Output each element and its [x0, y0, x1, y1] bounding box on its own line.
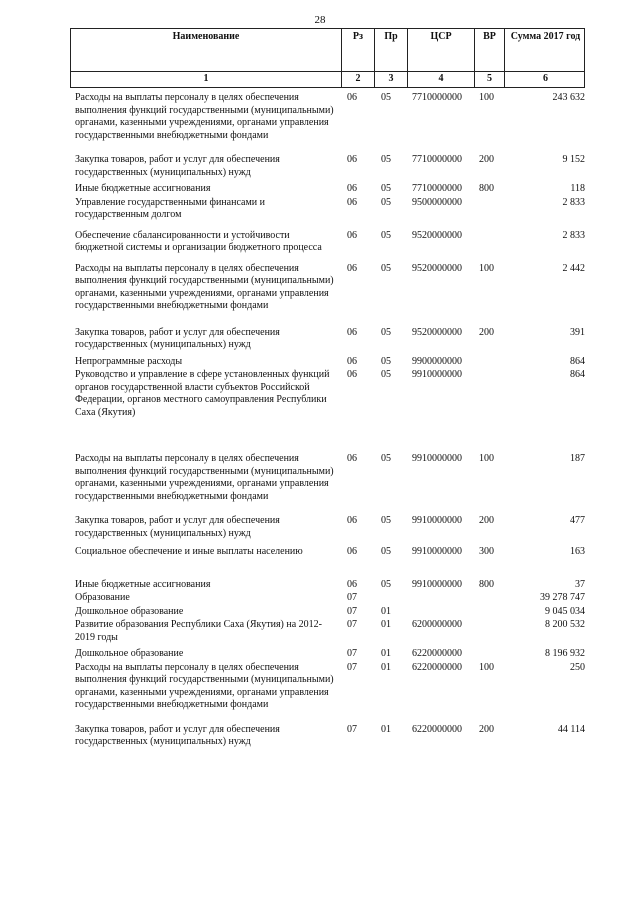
row-sum: 39 278 747 — [540, 592, 585, 603]
row-name: Руководство и управление в сфере установленных функций органов государственной власти субъектов Российской Федерации, органов местного самоуправления Республики Саха (Якутия) — [75, 369, 330, 418]
row-pr: 05 — [381, 369, 391, 380]
column-number: 2 — [341, 72, 374, 87]
table-row — [75, 579, 585, 592]
row-csr: 6200000000 — [412, 619, 462, 630]
row-sum: 243 632 — [552, 92, 585, 103]
row-csr: 9520000000 — [412, 262, 462, 274]
row-name: Дошкольное образование — [75, 648, 184, 659]
row-pr: 01 — [381, 661, 391, 673]
row-sum: 9 045 034 — [545, 605, 585, 617]
row-name: Закупка товаров, работ и услуг для обеспечения государственных (муниципальных) нужд — [75, 723, 280, 747]
row-vr: 100 — [479, 453, 494, 464]
row-sum: 44 114 — [557, 723, 585, 735]
row-name: Расходы на выплаты персоналу в целях обеспечения выполнения функций государственными (муниципальными) органами, казенными учреждениями, органами управления государственными внебюджетными фондами — [75, 262, 334, 311]
row-rz: 06 — [347, 369, 357, 380]
row-name: Образование — [75, 592, 130, 603]
row-pr: 05 — [381, 229, 391, 241]
row-pr: 01 — [381, 619, 391, 630]
table-row — [75, 592, 585, 605]
table-row — [75, 453, 585, 503]
row-pr: 05 — [381, 546, 391, 557]
column-number: 6 — [504, 72, 586, 87]
row-sum: 2 833 — [562, 196, 585, 208]
row-pr: 05 — [381, 578, 391, 590]
row-rz: 07 — [347, 723, 357, 735]
row-csr: 7710000000 — [412, 183, 462, 194]
row-vr: 800 — [479, 183, 494, 194]
table-row — [75, 154, 585, 179]
row-rz: 06 — [347, 154, 357, 165]
row-sum: 9 152 — [562, 154, 585, 165]
row-pr: 05 — [381, 515, 391, 526]
row-sum: 250 — [570, 661, 585, 673]
row-sum: 477 — [570, 515, 585, 526]
row-pr: 05 — [381, 355, 391, 367]
row-pr: 05 — [381, 262, 391, 274]
row-csr: 7710000000 — [412, 92, 462, 103]
row-sum: 864 — [570, 369, 585, 380]
row-rz: 07 — [347, 661, 357, 673]
row-rz: 06 — [347, 229, 357, 241]
row-name: Закупка товаров, работ и услуг для обеспечения государственных (муниципальных) нужд — [75, 515, 280, 539]
row-pr: 05 — [381, 326, 391, 338]
row-csr: 6220000000 — [412, 648, 462, 659]
row-rz: 06 — [347, 262, 357, 274]
column-header-name: Наименование — [172, 31, 240, 42]
row-name: Социальное обеспечение и иные выплаты населению — [75, 546, 303, 557]
column-header-sum: Сумма 2017 год — [504, 29, 586, 71]
table-row — [75, 263, 585, 313]
row-pr: 05 — [381, 154, 391, 165]
row-vr: 200 — [479, 723, 494, 735]
row-csr: 9520000000 — [412, 229, 462, 241]
table-row — [75, 546, 585, 559]
row-vr: 200 — [479, 515, 494, 526]
row-rz: 06 — [347, 546, 357, 557]
row-name: Расходы на выплаты персоналу в целях обеспечения выполнения функций государственными (муниципальными) органами, казенными учреждениями, органами управления государственными внебюджетными фондами — [75, 661, 334, 710]
row-name: Закупка товаров, работ и услуг для обеспечения государственных (муниципальных) нужд — [75, 326, 280, 350]
row-rz: 07 — [347, 592, 357, 603]
column-number-row — [70, 72, 585, 88]
row-sum: 391 — [570, 326, 585, 338]
row-csr: 6220000000 — [412, 723, 462, 735]
table-row — [75, 92, 585, 142]
row-sum: 37 — [575, 578, 585, 590]
column-header-rz: Рз — [341, 29, 374, 71]
row-name: Иные бюджетные ассигнования — [75, 183, 211, 194]
table-row — [75, 369, 585, 419]
row-rz: 06 — [347, 515, 357, 526]
table-row — [75, 619, 585, 644]
row-pr: 01 — [381, 648, 391, 659]
row-vr: 800 — [479, 578, 494, 590]
row-csr: 9520000000 — [412, 326, 462, 338]
row-rz: 06 — [347, 453, 357, 464]
row-name: Иные бюджетные ассигнования — [75, 578, 211, 590]
row-csr: 9910000000 — [412, 369, 462, 380]
column-number: 1 — [203, 73, 209, 84]
column-header-pr: Пр — [374, 29, 407, 71]
row-sum: 864 — [570, 355, 585, 367]
row-name: Управление государственными финансами и государственным долгом — [75, 196, 265, 220]
row-vr: 300 — [479, 546, 494, 557]
row-sum: 163 — [570, 546, 585, 557]
row-csr: 7710000000 — [412, 154, 462, 165]
row-vr: 100 — [479, 92, 494, 103]
row-rz: 06 — [347, 196, 357, 208]
row-pr: 05 — [381, 196, 391, 208]
row-sum: 187 — [570, 453, 585, 464]
row-vr: 100 — [479, 262, 494, 274]
row-pr: 05 — [381, 183, 391, 194]
row-name: Развитие образования Республики Саха (Якутия) на 2012-2019 годы — [75, 619, 323, 643]
row-sum: 8 196 932 — [545, 648, 585, 659]
row-rz: 07 — [347, 619, 357, 630]
row-rz: 06 — [347, 92, 357, 103]
row-csr: 9900000000 — [412, 355, 462, 367]
table-row — [75, 724, 585, 749]
row-pr: 05 — [381, 92, 391, 103]
row-sum: 118 — [570, 183, 585, 194]
row-pr: 01 — [381, 605, 391, 617]
row-rz: 07 — [347, 648, 357, 659]
row-name: Расходы на выплаты персоналу в целях обеспечения выполнения функций государственными (муниципальными) органами, казенными учреждениями, органами управления государственными внебюджетными фондами — [75, 92, 334, 141]
row-name: Обеспечение сбалансированности и устойчивости бюджетной системы и организации бюджетного процесса — [75, 229, 322, 253]
page-number: 28 — [314, 14, 326, 26]
row-name: Дошкольное образование — [75, 605, 184, 617]
row-csr: 6220000000 — [412, 661, 462, 673]
table-row — [75, 648, 585, 661]
row-pr: 05 — [381, 453, 391, 464]
row-sum: 2 442 — [562, 262, 585, 274]
table-header — [70, 28, 585, 72]
row-csr: 9910000000 — [412, 546, 462, 557]
table-row — [75, 662, 585, 712]
row-sum: 2 833 — [562, 229, 585, 241]
table-row — [75, 515, 585, 540]
table-row — [75, 356, 585, 369]
row-rz: 06 — [347, 578, 357, 590]
row-rz: 06 — [347, 326, 357, 338]
column-header-csr: ЦСР — [407, 29, 474, 71]
row-csr: 9910000000 — [412, 515, 462, 526]
row-vr: 200 — [479, 154, 494, 165]
row-rz: 06 — [347, 355, 357, 367]
budget-table-body — [75, 92, 585, 749]
row-pr: 01 — [381, 723, 391, 735]
row-sum: 8 200 532 — [545, 619, 585, 630]
row-csr: 9910000000 — [412, 578, 462, 590]
row-rz: 06 — [347, 183, 357, 194]
column-header-vr: ВР — [474, 29, 504, 71]
column-number: 4 — [407, 72, 474, 87]
table-row — [75, 197, 585, 222]
row-csr: 9910000000 — [412, 453, 462, 464]
row-vr: 100 — [479, 661, 494, 673]
table-row — [75, 230, 585, 255]
row-vr: 200 — [479, 326, 494, 338]
table-row — [75, 606, 585, 619]
row-name: Непрограммные расходы — [75, 355, 183, 367]
row-name: Расходы на выплаты персоналу в целях обеспечения выполнения функций государственными (муниципальными) органами, казенными учреждениями, органами управления государственными внебюджетными фондами — [75, 453, 334, 502]
column-number: 5 — [474, 72, 504, 87]
row-rz: 07 — [347, 605, 357, 617]
table-row — [75, 183, 585, 196]
row-csr: 9500000000 — [412, 196, 462, 208]
table-row — [75, 327, 585, 352]
column-number: 3 — [374, 72, 407, 87]
row-name: Закупка товаров, работ и услуг для обеспечения государственных (муниципальных) нужд — [75, 154, 280, 178]
